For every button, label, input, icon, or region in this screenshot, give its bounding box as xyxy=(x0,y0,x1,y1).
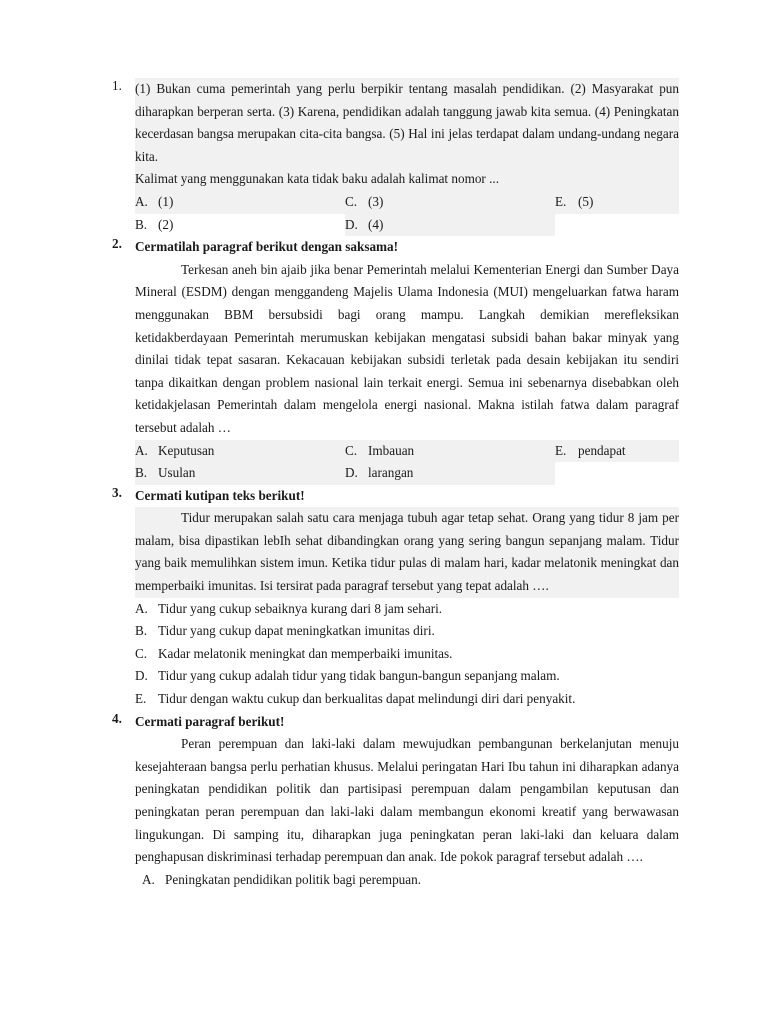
question-paragraph: Terkesan aneh bin ajaib jika benar Pemerintah melalui Kementerian Energi dan Sumber Daya Mineral (ESDM) dengan menggandeng Majelis Ulama Indonesia (MUI) mengeluarkan fatwa haram menggunakan BBM bersubsidi bagi orang mampu. Langkah demikian merefleksikan ketidakberdayaan Pemerintah merumuskan kebijakan mengatasi subsidi bahan bakar minyak yang dinilai tidak tepat sasaran. Kekacauan kebijakan subsidi terletak pada desain kebijakan itu sendiri tanpa dikaitkan dengan problem nasional lain terkait energi. Semua ini sebenarnya disebabkan oleh ketidakjelasan Pemerintah dalam mengelola energi nasional. Makna istilah fatwa dalam paragraf tersebut adalah … xyxy=(135,261,679,435)
option-c[interactable] xyxy=(345,440,555,463)
option-text: (3) xyxy=(368,193,384,209)
question-paragraph: Tidur merupakan salah satu cara menjaga tubuh agar tetap sehat. Orang yang tidur 8 jam per malam, bisa dipastikan lebIh sehat dibandingkan orang yang sering bangun sepanjang malam. Tidur yang baik memulihkan sistem imun. Ketika tidur pulas di malam hari, kadar melatonik meningkat dan memperbaiki imunitas. Isi tersirat pada paragraf tersebut yang tepat adalah …. xyxy=(135,507,679,597)
option-text: Tidur dengan waktu cukup dan berkualitas dapat melindungi diri dari penyakit. xyxy=(158,691,576,707)
question-paragraph: Peran perempuan dan laki-laki dalam mewujudkan pembangunan berkelanjutan menuju kesejahteraan bangsa perlu perhatian khusus. Melalui peringatan Hari Ibu tahun ini diharapkan adanya peningkatan pendidikan politik dan partisipasi perempuan dalam pengambilan keputusan dan peningkatan peran perempuan dan laki-laki dalam membangun ekonomi kreatif yang berwawasan lingukungan. Di samping itu, diharapkan juga peningkatan peran laki-laki dan keluara dalam penghapusan diskriminasi terhadap perempuan dan anak. Ide pokok paragraf tersebut adalah …. xyxy=(135,736,679,865)
option-letter: A. xyxy=(142,871,155,887)
option-text: Tidur yang cukup adalah tidur yang tidak bangun-bangun sepanjang malam. xyxy=(158,668,560,684)
option-b[interactable] xyxy=(135,462,345,485)
option-a[interactable] xyxy=(135,598,679,621)
option-letter: E. xyxy=(555,442,567,458)
option-text: Imbauan xyxy=(368,442,415,458)
question-4 xyxy=(112,711,679,892)
option-letter: B. xyxy=(135,623,148,639)
question-number: 3. xyxy=(112,484,122,500)
question-2 xyxy=(112,236,679,485)
option-c[interactable] xyxy=(345,191,555,214)
option-text: Kadar melatonik meningkat dan memperbaiki imunitas. xyxy=(158,645,453,661)
question-paragraph: (1) Bukan cuma pemerintah yang perlu berpikir tentang masalah pendidikan. (2) Masyarakat pun diharapkan berperan serta. (3) Karena, pendidikan adalah tanggung jawab kita semua. (4) Peningkatan kecerdasan bangsa merupakan cita-cita bangsa. (5) Hal ini jelas terdapat dalam undang-undang negara kita. xyxy=(135,78,679,168)
option-e[interactable] xyxy=(555,191,679,214)
option-c[interactable] xyxy=(135,643,679,666)
option-text: Tidur yang cukup dapat meningkatkan imunitas diri. xyxy=(158,623,435,639)
option-letter: E. xyxy=(135,691,147,707)
options-row xyxy=(135,440,679,463)
question-1 xyxy=(112,78,679,236)
option-text: (1) xyxy=(158,193,174,209)
option-d[interactable] xyxy=(345,462,555,485)
question-number: 4. xyxy=(112,710,122,726)
question-prompt: Kalimat yang menggunakan kata tidak baku adalah kalimat nomor ... xyxy=(135,168,679,191)
option-letter: B. xyxy=(135,216,148,232)
option-letter: A. xyxy=(135,600,148,616)
question-body xyxy=(135,485,679,711)
option-letter: D. xyxy=(345,465,358,481)
option-letter: B. xyxy=(135,465,148,481)
option-d[interactable] xyxy=(135,665,679,688)
question-number: 2. xyxy=(112,236,122,252)
option-a[interactable] xyxy=(135,440,345,463)
question-body xyxy=(135,236,679,485)
option-d[interactable] xyxy=(345,214,555,237)
question-body xyxy=(135,78,679,236)
option-b[interactable] xyxy=(135,214,345,237)
option-letter: C. xyxy=(345,442,358,458)
option-b[interactable] xyxy=(135,620,679,643)
option-letter: A. xyxy=(135,193,148,209)
option-e[interactable] xyxy=(135,688,679,711)
option-text: (5) xyxy=(578,193,594,209)
question-body xyxy=(135,711,679,892)
option-e[interactable] xyxy=(555,440,679,463)
option-letter: C. xyxy=(135,645,148,661)
option-text: (4) xyxy=(368,216,384,232)
option-text: larangan xyxy=(368,465,414,481)
question-number: 1. xyxy=(112,78,122,93)
option-letter: C. xyxy=(345,193,358,209)
option-letter: A. xyxy=(135,442,148,458)
option-a[interactable] xyxy=(135,191,345,214)
option-letter: D. xyxy=(345,216,358,232)
option-text: Tidur yang cukup sebaiknya kurang dari 8 jam sehari. xyxy=(158,600,443,616)
question-heading: Cermati paragraf berikut! xyxy=(135,713,285,729)
exam-page xyxy=(0,78,768,891)
option-text: (2) xyxy=(158,216,174,232)
option-text: Usulan xyxy=(158,465,196,481)
question-heading: Cermati kutipan teks berikut! xyxy=(135,487,305,503)
option-a[interactable] xyxy=(142,869,679,892)
option-text: pendapat xyxy=(578,442,626,458)
option-letter: D. xyxy=(135,668,148,684)
question-3 xyxy=(112,485,679,711)
options-row xyxy=(135,214,679,237)
question-heading: Cermatilah paragraf berikut dengan saksama! xyxy=(135,239,399,255)
option-text: Peningkatan pendidikan politik bagi perempuan. xyxy=(165,871,421,887)
options-row xyxy=(135,462,679,485)
option-letter: E. xyxy=(555,193,567,209)
option-text: Keputusan xyxy=(158,442,215,458)
options-row xyxy=(135,191,679,214)
